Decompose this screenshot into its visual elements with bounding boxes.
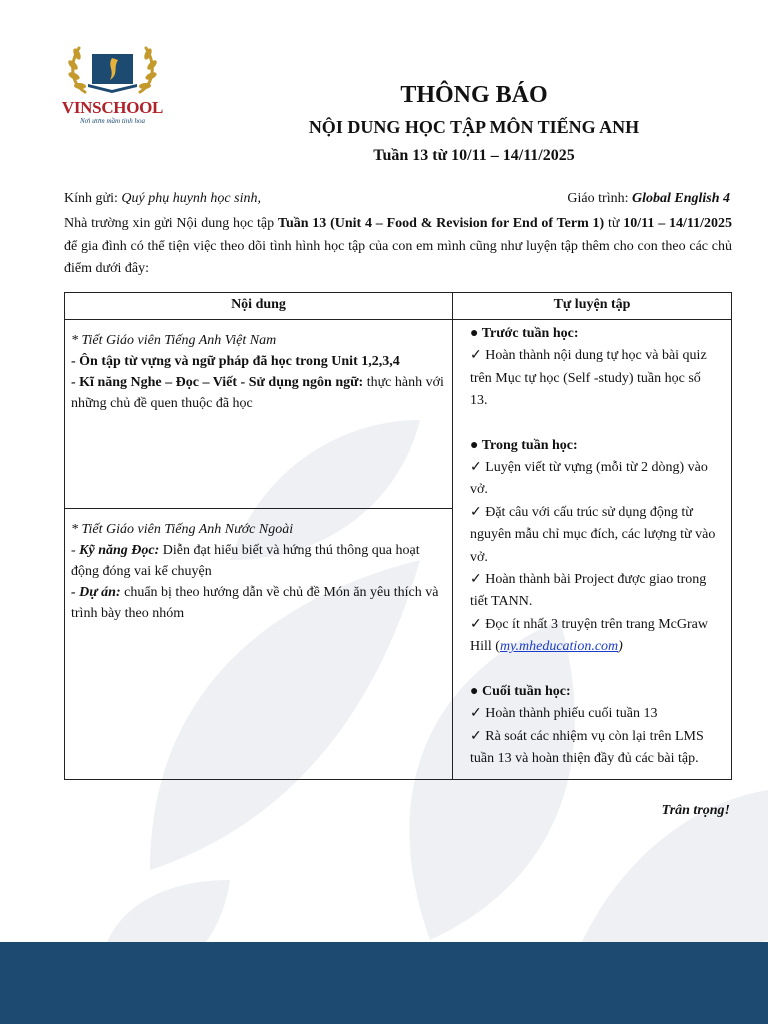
foreign-teacher-heading: * Tiết Giáo viên Tiếng Anh Nước Ngoài bbox=[71, 522, 294, 537]
intro-text-1: Nhà trường xin gửi Nội dung học tập bbox=[64, 216, 278, 231]
during-week-item-4-text: ✓ Đọc ít nhất 3 truyện trên trang McGraw Hill ( bbox=[470, 616, 708, 655]
mheducation-link[interactable]: my.mheducation.com bbox=[499, 639, 619, 655]
self-practice-cell bbox=[453, 320, 732, 780]
intro-text-2: từ bbox=[604, 216, 624, 231]
intro-text-3: để gia đình có thể tiện việc theo dõi tình hình học tập của con em mình cũng như luyện tập thêm cho con theo các chủ điểm dưới đây: bbox=[64, 238, 732, 276]
intro-date-range: 10/11 – 14/11/2025 bbox=[623, 216, 732, 231]
header-self-practice: Tự luyện tập bbox=[453, 293, 732, 320]
closing-regards: Trân trọng! bbox=[661, 803, 730, 818]
foreign-teacher-line-2-text: chuẩn bị theo hướng dẫn về chủ đề Món ăn yêu thích và trình bày theo nhóm bbox=[71, 585, 439, 621]
end-week-item-1: ✓ Hoàn thành phiếu cuối tuần 13 bbox=[470, 706, 658, 722]
header-content: Nội dung bbox=[65, 293, 453, 320]
intro-paragraph bbox=[64, 213, 732, 281]
greeting-recipient: Quý phụ huynh học sinh, bbox=[121, 191, 261, 206]
logo-tagline: Nơi ươm mầm tinh hoa bbox=[80, 117, 145, 125]
vn-teacher-line-2-label: - Kĩ năng Nghe – Đọc – Viết - Sử dụng ngôn ngữ: bbox=[71, 375, 364, 390]
curriculum-value: Global English 4 bbox=[631, 191, 730, 206]
during-week-item-2: ✓ Đặt câu với cấu trúc sử dụng động từ nguyên mẫu chỉ mục đích, các lượng từ vào vở. bbox=[470, 504, 716, 565]
greeting-label: Kính gửi: bbox=[64, 191, 122, 206]
end-week-title: ● Cuối tuần học: bbox=[470, 683, 571, 699]
before-week-title: ● Trước tuần học: bbox=[470, 326, 579, 341]
vn-teacher-heading: * Tiết Giáo viên Tiếng Anh Việt Nam bbox=[71, 333, 277, 348]
during-week-item-3: ✓ Hoàn thành bài Project được giao trong tiết TANN. bbox=[470, 572, 707, 610]
foreign-teacher-line-1-label: Kỹ năng Đọc: bbox=[79, 543, 160, 558]
curriculum-label: Giáo trình: bbox=[567, 191, 632, 206]
during-week-item-4 bbox=[470, 614, 721, 659]
foreign-teacher-line-2 bbox=[71, 582, 446, 624]
foreign-teacher-line-1-text: Diễn đạt hiểu biết và hứng thú thông qua hoạt động đóng vai kể chuyện bbox=[71, 543, 420, 579]
notice-subtitle: NỘI DUNG HỌC TẬP MÔN TIẾNG ANH bbox=[308, 117, 640, 137]
foreign-teacher-line-1-dash: - bbox=[71, 543, 80, 558]
curriculum bbox=[567, 191, 730, 207]
before-week-item-1: ✓ Hoàn thành nội dung tự học và bài quiz trên Mục tự học (Self -study) tuần học số 13. bbox=[470, 348, 707, 409]
intro-week-unit: Tuần 13 (Unit 4 – Food & Revision for End of Term 1) bbox=[277, 216, 605, 231]
foreign-teacher-line-1 bbox=[71, 540, 446, 582]
logo-name: VINSCHOOL bbox=[61, 98, 164, 117]
during-week-title: ● Trong tuần học: bbox=[470, 437, 578, 453]
notice-title: THÔNG BÁO bbox=[400, 82, 548, 108]
vn-teacher-line-2-text: thực hành với những chủ đề quen thuộc đã học bbox=[71, 375, 444, 411]
greeting bbox=[64, 191, 261, 207]
vn-teacher-cell bbox=[65, 320, 453, 509]
vn-teacher-line-2 bbox=[71, 372, 446, 414]
foreign-teacher-cell bbox=[65, 509, 453, 780]
foreign-teacher-line-2-label: - Dự án: bbox=[71, 585, 121, 600]
during-week-item-1: ✓ Luyện viết từ vựng (mỗi từ 2 dòng) vào vở. bbox=[470, 460, 708, 498]
study-plan-table bbox=[64, 292, 732, 780]
vn-teacher-line-1: - Ôn tập từ vựng và ngữ pháp đã học trong Unit 1,2,3,4 bbox=[71, 354, 400, 369]
end-week-item-2: ✓ Rà soát các nhiệm vụ còn lại trên LMS tuần 13 và hoàn thiện đầy đủ các bài tập. bbox=[470, 728, 704, 766]
week-range: Tuần 13 từ 10/11 – 14/11/2025 bbox=[373, 147, 575, 164]
during-week-item-4-end: ) bbox=[618, 639, 623, 655]
